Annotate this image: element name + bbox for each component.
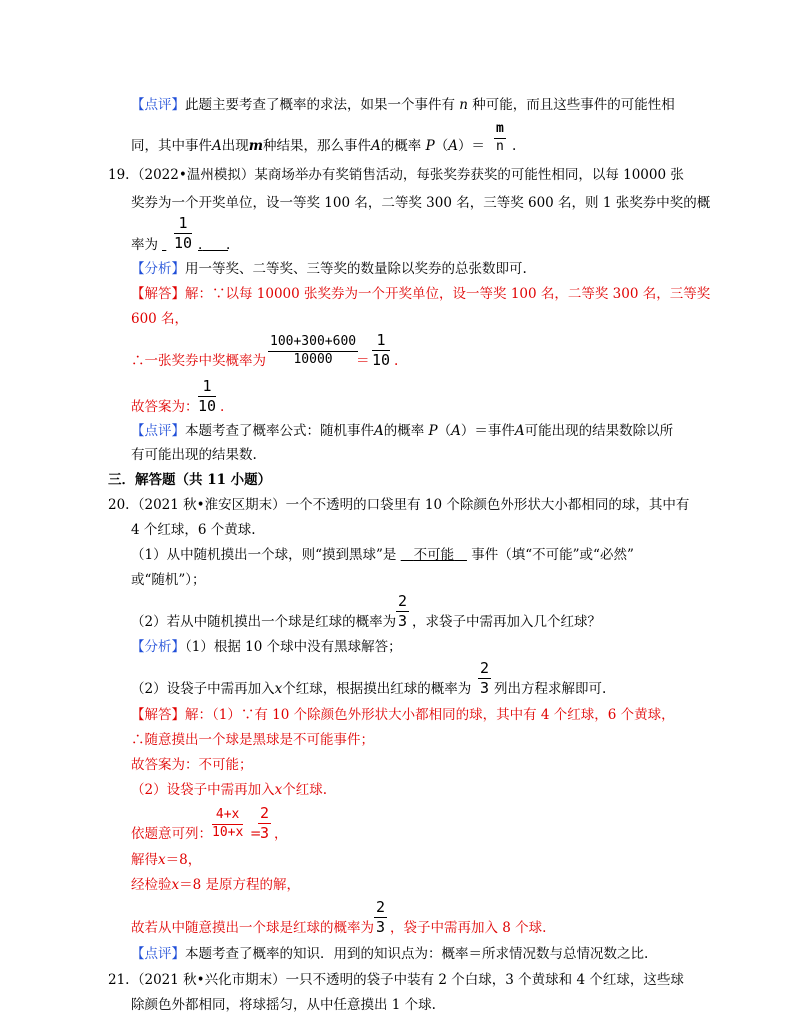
q20-conclusion-fraction: $\frac{2}{3}$ (376, 898, 386, 936)
q19-sum-fraction: $\frac{100+300+600}{10000}$ (270, 334, 357, 367)
q19-analysis: 【分析】用一等奖、二等奖、三等奖的数量除以奖券的总张数即可. (131, 261, 527, 277)
review-tag: 【点评】 (131, 423, 185, 439)
q20-solution-3: 故答案为：不可能； (131, 757, 253, 773)
q20-number: 20. (108, 497, 130, 513)
review-line-1: 【点评】此题主要考查了概率的求法，如果一个事件有 n 种可能，而且这些事件的可能性相 (131, 97, 675, 113)
analysis-tag: 【分析】 (131, 261, 185, 277)
q20-solution-8: 故若从中随意摸出一个球是红球的概率为 (131, 920, 374, 936)
fraction-m-over-n: $\frac{m}{n}$ (496, 121, 504, 154)
q19-number: 19. (108, 167, 130, 183)
q20-analysis-2-end: 列出方程求解即可. (494, 681, 607, 697)
q21-line-2: 除颜色外都相同，将球摇匀，从中任意摸出 1 个球. (131, 997, 436, 1013)
q19-solution-3: ∴一张奖券中奖概率为 (131, 353, 266, 369)
q20-equation-comma: ， (274, 826, 288, 842)
solution-tag: 【解答】 (131, 286, 185, 302)
q20-solution-1: 【解答】解：（1）∵有 10 个除颜色外形状大小都相同的球，其中有 4 个红球，6 个黄球， (131, 707, 675, 723)
q20-solution-7: 经检验x＝8 是原方程的解， (131, 877, 301, 893)
result-dot: . (394, 353, 399, 369)
q20-two-thirds: $\frac{2}{3}$ (398, 592, 408, 630)
q19-review-2: 有可能出现的结果数. (131, 447, 257, 463)
q20-equation-left: $\frac{4+x}{10+x}$ (212, 807, 244, 840)
q20-solution-2: ∴随意摸出一个球是黑球是不可能事件； (131, 732, 374, 748)
q20-review: 【点评】本题考查了概率的知识．用到的知识点为：概率＝所求情况数与总情况数之比. (131, 946, 649, 962)
q20-part-2-end: ，求袋子中需再加入几个红球？ (412, 614, 601, 630)
q19-answer-fraction-2: $\frac{1}{10}$ (198, 377, 217, 415)
q21-line-1: （2021 秋•兴化市期末）一只不透明的袋子中装有 2 个白球，3 个黄球和 4 个红球，这些球 (131, 972, 684, 988)
q20-line-1: （2021 秋•淮安区期末）一个不透明的口袋里有 10 个除颜色外形状大小都相同的球，其中有 (131, 497, 690, 513)
q20-solution-5: 依题意可列： (131, 826, 212, 842)
blank-answer-impossible: 不可能 (413, 547, 455, 563)
q20-part-2: （2）若从中随机摸出一个球是红球的概率为 (131, 614, 397, 630)
q20-solution-4: （2）设袋子中需再加入x个红球. (131, 782, 328, 798)
q20-equation-sign: = (250, 826, 262, 842)
q19-solution-2: 600 名， (131, 311, 189, 327)
q19-answer-label: 故答案为： (131, 399, 199, 415)
q19-result-fraction: $\frac{1}{10}$ (372, 331, 391, 369)
q20-solution-8-end: ，袋子中需再加入 8 个球. (390, 920, 547, 936)
q20-analysis-1: 【分析】（1）根据 10 个球中没有黑球解答； (131, 639, 402, 655)
q20-part-1-cont: 或“随机”）； (131, 572, 206, 588)
answer-blank-right: . (198, 237, 203, 253)
section-heading: 三．解答题（共 11 小题） (108, 472, 272, 488)
period: . (512, 138, 517, 154)
q19-review-1: 【点评】本题考查了概率公式：随机事件A的概率 P（A）＝事件A可能出现的结果数除以所 (131, 423, 674, 439)
q20-equation-right: $\frac{2}{3}$ (260, 804, 270, 842)
q19-answer-fraction: $\frac{1}{10}$ (174, 214, 193, 252)
answer-dot: . (220, 399, 225, 415)
q20-analysis-fraction: $\frac{2}{3}$ (480, 659, 490, 697)
analysis-tag: 【分析】 (131, 639, 185, 655)
q20-solution-6: 解得x＝8， (131, 852, 202, 868)
review-tag: 【点评】 (131, 946, 185, 962)
solution-tag: 【解答】 (131, 707, 185, 723)
q21-number: 21. (108, 972, 130, 988)
q19-line-3-end: . (226, 237, 231, 253)
q20-part-1: （1）从中随机摸出一个球，则“摸到黑球”是 不可能 事件（填“不可能”或“必然” (131, 547, 634, 563)
equals-sign: ＝ (356, 353, 370, 369)
q19-line-2: 奖券为一个开奖单位，设一等奖 100 名，二等奖 300 名，三等奖 600 名，则 1 张奖券中奖的概 (131, 195, 711, 211)
q19-line-3: 率为 (131, 237, 158, 253)
review-line-2: 同，其中事件A出现m种结果，那么事件A的概率 P（A）＝ (131, 138, 485, 154)
q19-solution-1: 【解答】解：∵以每 10000 张奖券为一个开奖单位，设一等奖 100 名，二等奖 300 名，三等奖 (131, 286, 711, 302)
q20-analysis-2: （2）设袋子中需再加入x个红球，根据摸出红球的概率为 (131, 681, 472, 697)
q20-line-2: 4 个红球，6 个黄球. (131, 522, 256, 538)
q19-line-1: （2022•温州模拟）某商场举办有奖销售活动，每张奖券获奖的可能性相同，以每 10000 张 (131, 167, 684, 183)
review-tag: 【点评】 (131, 97, 185, 113)
